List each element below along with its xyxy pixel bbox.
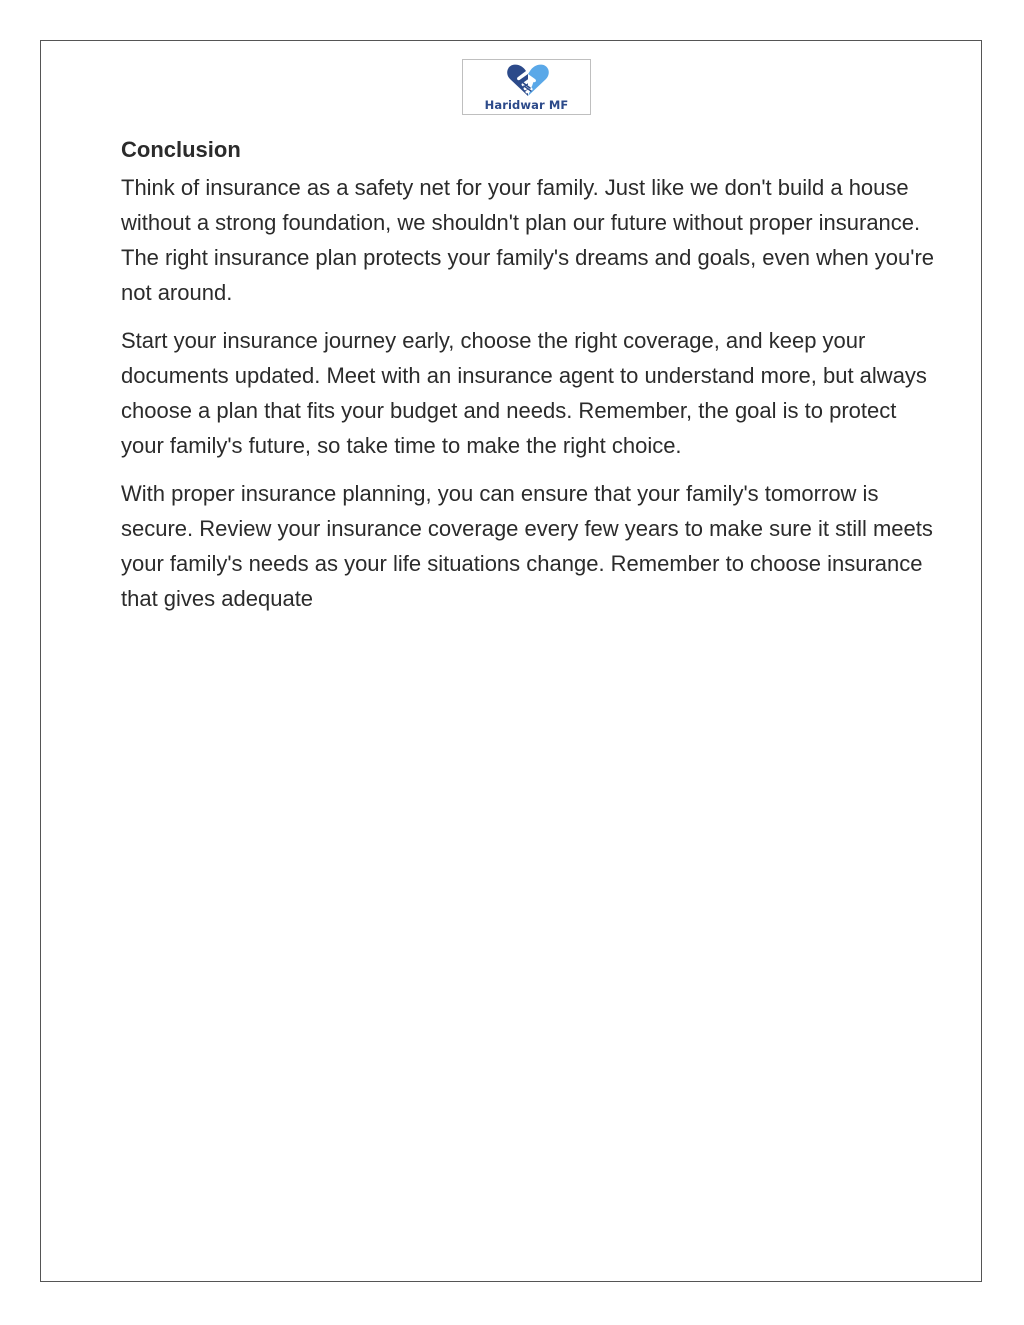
company-logo (462, 59, 591, 115)
document-body (121, 134, 941, 629)
paragraph: Start your insurance journey early, choose the right coverage, and keep your documents updated. Meet with an insurance agent to understand more, but always choose a plan that fits your budget and needs. Remember, the goal is to protect your family's future, so take time to make the right choice. (121, 328, 927, 458)
heart-handshake-icon (504, 62, 552, 98)
paragraph: Think of insurance as a safety net for your family. Just like we don't build a house without a strong foundation, we shouldn't plan our future without proper insurance. The right insurance plan protects your family's dreams and goals, even when you're not around. (121, 175, 935, 305)
paragraph: With proper insurance planning, you can ensure that your family's tomorrow is secure. Review your insurance coverage every few years to make sure it still meets your family's needs as your life situations change. Remember to choose insurance that gives adequate (121, 481, 933, 611)
section-heading: Conclusion (121, 137, 241, 162)
logo-text: Haridwar MF (484, 98, 569, 112)
